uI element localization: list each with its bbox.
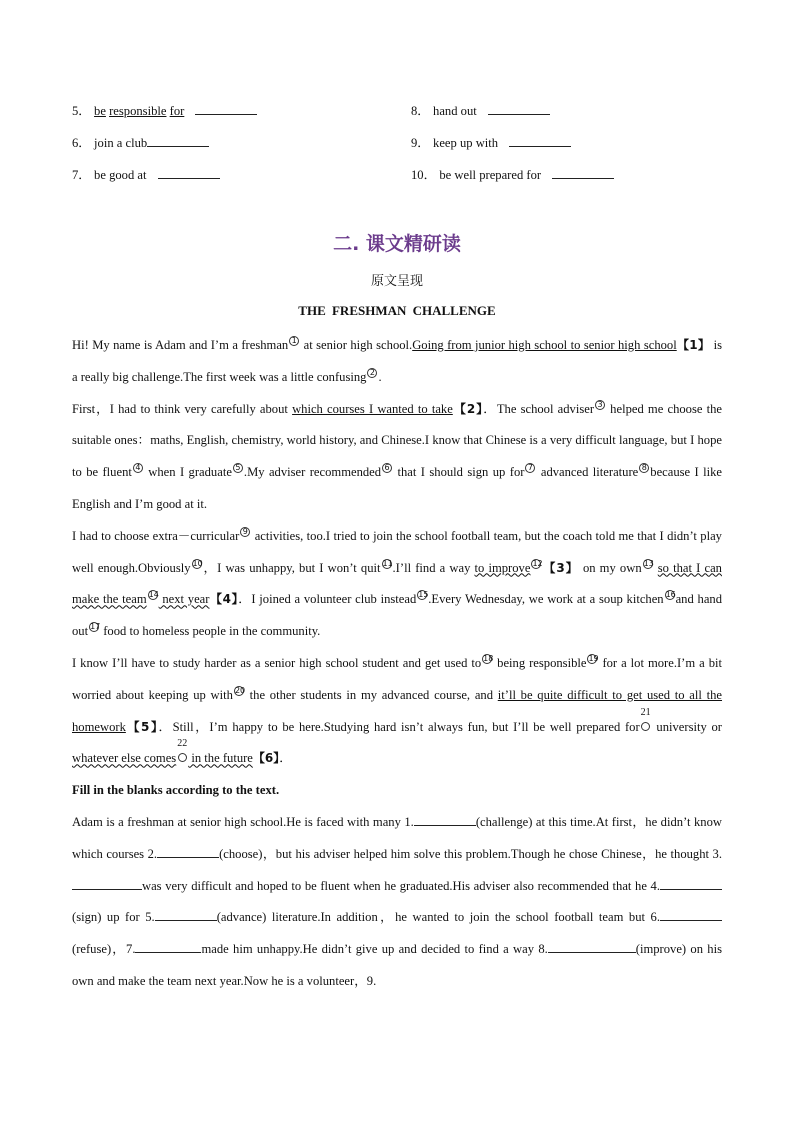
- item-number: 7．: [72, 168, 91, 182]
- text: .: [378, 369, 382, 384]
- text: (sign) up for 5.: [72, 910, 155, 925]
- note-marker: 2: [367, 368, 377, 378]
- note-marker: 20: [234, 685, 246, 695]
- text: (improve) on his own and make the team next year.Now he is a volunteer，9.: [72, 942, 722, 988]
- text: because I like English and I’m good at it.: [72, 465, 723, 511]
- answer-blank[interactable]: [548, 940, 636, 953]
- text: .Every Wednesday, we work at a soup kitchen: [428, 592, 664, 607]
- phrase-text: keep up with: [433, 136, 499, 150]
- text: ．The school adviser: [483, 401, 595, 416]
- note-marker: 14: [148, 590, 159, 600]
- wavy-phrase: whatever else comes: [72, 751, 177, 766]
- vocab-item-7: [72, 164, 220, 183]
- note-marker: 4: [133, 463, 143, 473]
- sentence-marker: 【6】: [252, 751, 280, 766]
- text: that I should sign up for: [393, 465, 525, 480]
- section-title: 二. 课文精研读: [333, 233, 461, 255]
- note-marker: 10: [192, 558, 203, 568]
- note-marker-stacked: [640, 706, 652, 734]
- phrase-text: be well prepared for: [439, 168, 542, 182]
- note-marker: 6: [382, 463, 392, 473]
- vocab-list: [72, 100, 722, 196]
- answer-blank[interactable]: [660, 877, 722, 890]
- answer-blank[interactable]: [552, 168, 614, 179]
- text: helped me choose the suitable ones：maths, English, chemistry, world history, and Chinese.I know that Chinese is a very difficult language, but I hope to be fluent: [72, 401, 722, 480]
- text: ．I joined a volunteer club instead: [238, 592, 417, 607]
- note-marker: 3: [595, 400, 605, 410]
- text: was very difficult and hoped to be fluent when he graduated.His adviser also recommended that he 4.: [142, 878, 660, 893]
- note-marker: 7: [525, 463, 535, 473]
- text: advanced literature: [536, 465, 639, 480]
- answer-blank[interactable]: [157, 845, 219, 858]
- sentence-marker: 【5】: [125, 719, 159, 734]
- item-number: 5．: [72, 104, 91, 118]
- note-marker: 17: [90, 622, 101, 632]
- vocab-row: [72, 164, 722, 196]
- note-marker: 12: [532, 558, 543, 568]
- vocab-item-6: [72, 132, 209, 151]
- circle-icon: [641, 722, 650, 731]
- paragraph-1: [72, 330, 722, 394]
- article-body: [72, 330, 722, 998]
- note-marker: 16: [665, 590, 676, 600]
- note-marker: 1: [289, 336, 299, 346]
- text: when I graduate: [143, 465, 232, 480]
- item-number: 6．: [72, 136, 91, 150]
- answer-blank[interactable]: [195, 104, 257, 115]
- text: I know I’ll have to study harder as a senior high school student and get used to: [72, 655, 482, 670]
- note-marker: 11: [382, 558, 393, 568]
- text: university or: [651, 719, 722, 734]
- text: ，I was unhappy, but I won’t quit: [202, 560, 381, 575]
- text: ．Still，I’m happy to be here.Studying hard isn’t always fun, but I’ll be well prepared for: [158, 719, 640, 734]
- text: (choose)，but his adviser helped him solve this problem.Though he chose Chinese，he thought 3.: [219, 846, 722, 861]
- text: (challenge) at this time.At first，he didn’t know which courses 2.: [72, 814, 722, 861]
- answer-blank[interactable]: [72, 877, 142, 890]
- note-marker-stacked: [176, 738, 188, 765]
- answer-blank[interactable]: [488, 104, 550, 115]
- note-marker: 9: [240, 527, 250, 537]
- note-marker: 15: [418, 590, 429, 600]
- text: for a lot more.I’m a bit worried about keeping up with: [72, 655, 722, 702]
- phrase-word: for: [169, 104, 185, 118]
- vocab-row: [72, 100, 722, 132]
- text: (refuse)，7.: [72, 942, 136, 957]
- wavy-phrase: next year: [158, 592, 210, 607]
- answer-blank[interactable]: [135, 940, 201, 953]
- text: .My adviser recommended: [243, 465, 382, 480]
- phrase-text: hand out: [433, 104, 477, 118]
- phrase-word: be: [94, 104, 106, 118]
- answer-blank[interactable]: [509, 136, 571, 147]
- note-marker: 18: [483, 653, 494, 663]
- note-number: 21: [640, 706, 651, 718]
- text: on my own: [578, 560, 642, 575]
- sentence-marker: 【2】: [452, 401, 484, 416]
- note-marker: 13: [643, 558, 654, 568]
- text: activities, too.I tried to join the school football team, but the coach told me that I didn’t play well enough.Obviously: [72, 528, 722, 575]
- text: the other students in my advanced course, and: [244, 687, 498, 702]
- answer-blank[interactable]: [147, 136, 209, 147]
- vocab-item-10: [411, 164, 614, 183]
- article-title: THE FRESHMAN CHALLENGE: [298, 303, 496, 318]
- text: being responsible: [493, 655, 587, 670]
- fill-in-paragraph: [72, 807, 722, 998]
- sentence-marker: 【1】: [676, 338, 711, 352]
- phrase-word: responsible: [109, 104, 167, 118]
- text: I had to choose extra－curricular: [72, 528, 240, 543]
- text: Hi! My name is Adam and I’m a freshman: [72, 338, 289, 352]
- paragraph-2: [72, 394, 722, 521]
- phrase-text: be good at: [94, 168, 147, 182]
- text: is a really big challenge.The first week was a little confusing: [72, 338, 722, 384]
- fill-in-title: Fill in the blanks according to the text.: [72, 783, 280, 798]
- wavy-phrase: to improve: [474, 560, 531, 575]
- text: food to homeless people in the community.: [100, 624, 321, 639]
- vocab-item-8: [411, 100, 550, 119]
- note-marker: 19: [588, 653, 599, 663]
- underlined-sentence: which courses I wanted to take: [292, 401, 453, 416]
- text: .I’ll find a way: [392, 560, 475, 575]
- answer-blank[interactable]: [660, 908, 722, 921]
- text: ．: [279, 751, 292, 766]
- underlined-sentence: Going from junior high school to senior high school: [412, 338, 677, 352]
- note-marker: 5: [233, 463, 243, 473]
- vocab-item-5: [72, 100, 257, 119]
- item-number: 10．: [411, 168, 437, 182]
- text: (advance) literature.In addition，he wanted to join the school football team but 6.: [216, 910, 660, 925]
- underlined-sentence: it’ll be quite difficult to get used to all the homework: [72, 687, 723, 734]
- text: First，I had to think very carefully about: [72, 401, 293, 416]
- answer-blank[interactable]: [158, 168, 220, 179]
- vocab-row: [72, 132, 722, 164]
- wavy-phrase: so that I can make the team: [72, 560, 722, 607]
- vocab-item-9: [411, 132, 571, 151]
- phrase-text: join a club: [94, 136, 148, 150]
- item-number: 9．: [411, 136, 430, 150]
- answer-blank[interactable]: [155, 908, 217, 921]
- note-number: 22: [177, 738, 188, 750]
- circle-icon: [178, 753, 187, 762]
- paragraph-4: [72, 648, 722, 775]
- text: made him unhappy.He didn’t give up and decided to find a way 8.: [201, 942, 548, 957]
- paragraph-3: [72, 521, 722, 648]
- answer-blank[interactable]: [414, 813, 476, 826]
- sub-title: 原文呈现: [370, 274, 423, 289]
- sentence-marker: 【3】: [542, 560, 579, 575]
- wavy-phrase: in the future: [188, 751, 253, 766]
- text: and hand out: [72, 592, 722, 639]
- text: at senior high school.: [300, 338, 413, 352]
- sentence-marker: 【4】: [209, 592, 239, 607]
- text: Adam is a freshman at senior high school.He is faced with many 1.: [72, 814, 414, 829]
- item-number: 8．: [411, 104, 430, 118]
- note-marker: 8: [639, 463, 649, 473]
